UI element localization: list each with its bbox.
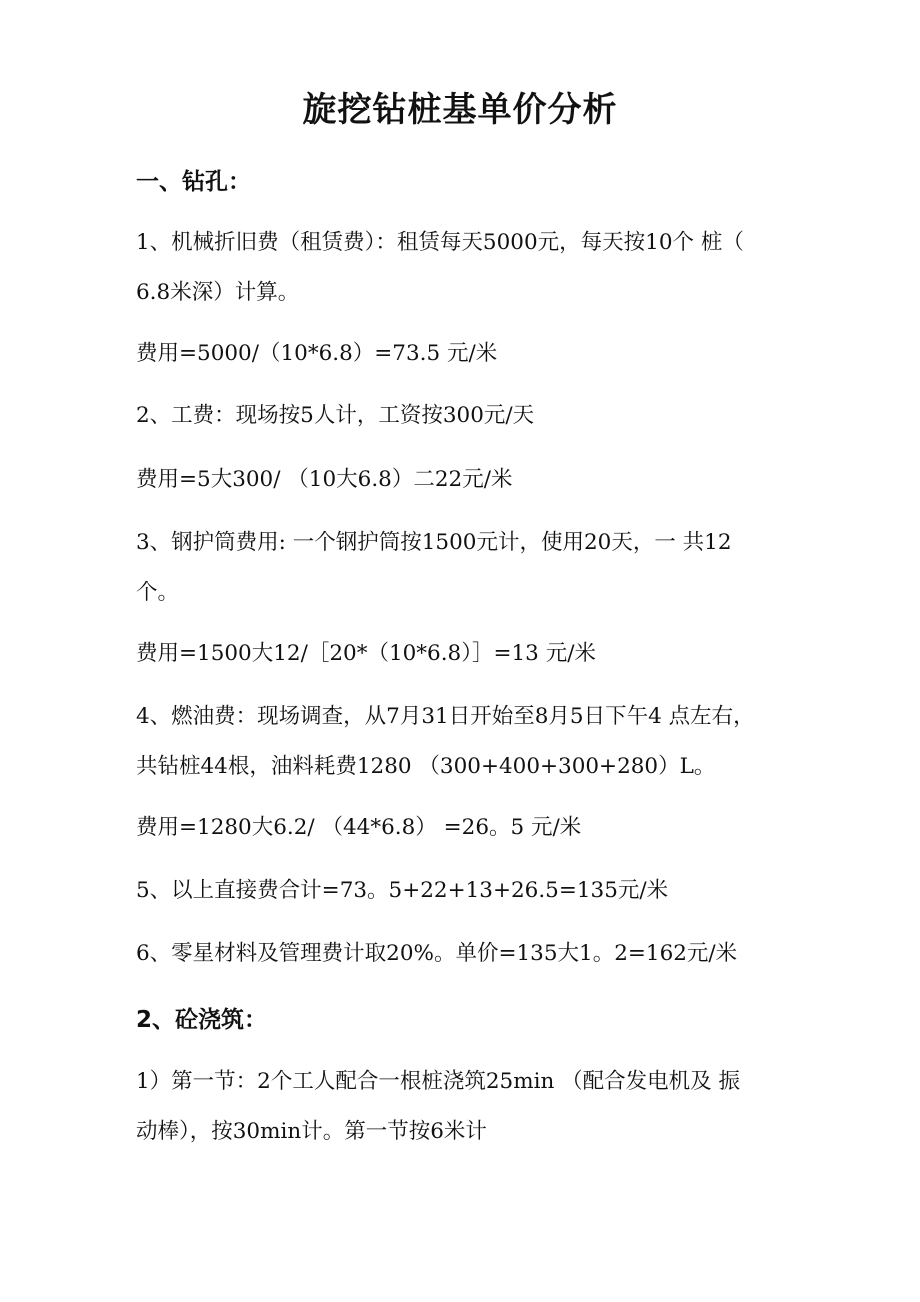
text-line: 5、以上直接费合计=73。5+22+13+26.5=135元/米: [136, 878, 669, 903]
paragraph-machinery-cost: [136, 329, 796, 379]
text-line: 3、钢护筒费用: 一个钢护筒按1500元计，使用20天，一 共12: [136, 530, 732, 555]
text-line: 费用=5000/（10*6.8）=73.5 元/米: [136, 341, 498, 366]
paragraph-first-section: [136, 1057, 796, 1157]
section-heading-concrete-pouring: 2、砼浇筑：: [136, 1007, 268, 1033]
paragraph-fuel-cost: [136, 803, 796, 853]
text-line: 1）第一节：2个工人配合一根桩浇筑25min （配合发电机及 振: [136, 1069, 740, 1094]
text-line: 6、零星材料及管理费计取20%。单价=135大1。2=162元/米: [136, 941, 738, 966]
text-line: 费用=1280大6.2/ （44*6.8） =26。5 元/米: [136, 815, 582, 840]
paragraph-steel-casing: [136, 518, 796, 618]
text-line: 1、机械折旧费（租赁费）：租赁每天5000元，每天按10个 桩（: [136, 230, 744, 255]
paragraph-unit-price: [136, 929, 796, 979]
text-line: 费用=5大300/ （10大6.8）二22元/米: [136, 467, 513, 492]
document-title: 旋挖钻桩基单价分析: [302, 90, 618, 130]
text-line: 动棒），按30min计。第一节按6米计: [136, 1119, 487, 1144]
paragraph-fuel: [136, 692, 796, 792]
section-heading-drilling: 一、钻孔：: [136, 169, 251, 195]
text-line: 费用=1500大12/［20*（10*6.8）］=13 元/米: [136, 641, 596, 666]
text-line: 个。: [136, 580, 180, 605]
paragraph-direct-cost-total: [136, 866, 796, 916]
paragraph-labor-cost: [136, 455, 796, 505]
text-line: 2、工费：现场按5人计，工资按300元/天: [136, 403, 535, 428]
paragraph-machinery-depreciation: [136, 218, 796, 318]
text-line: 4、燃油费：现场调查，从7月31日开始至8月5日下午4 点左右，: [136, 704, 755, 729]
paragraph-labor: [136, 391, 796, 441]
text-line: 共钻桩44根，油料耗费1280 （300+400+300+280）L。: [136, 754, 716, 779]
paragraph-steel-casing-cost: [136, 629, 796, 679]
text-line: 6.8米深）计算。: [136, 280, 300, 305]
